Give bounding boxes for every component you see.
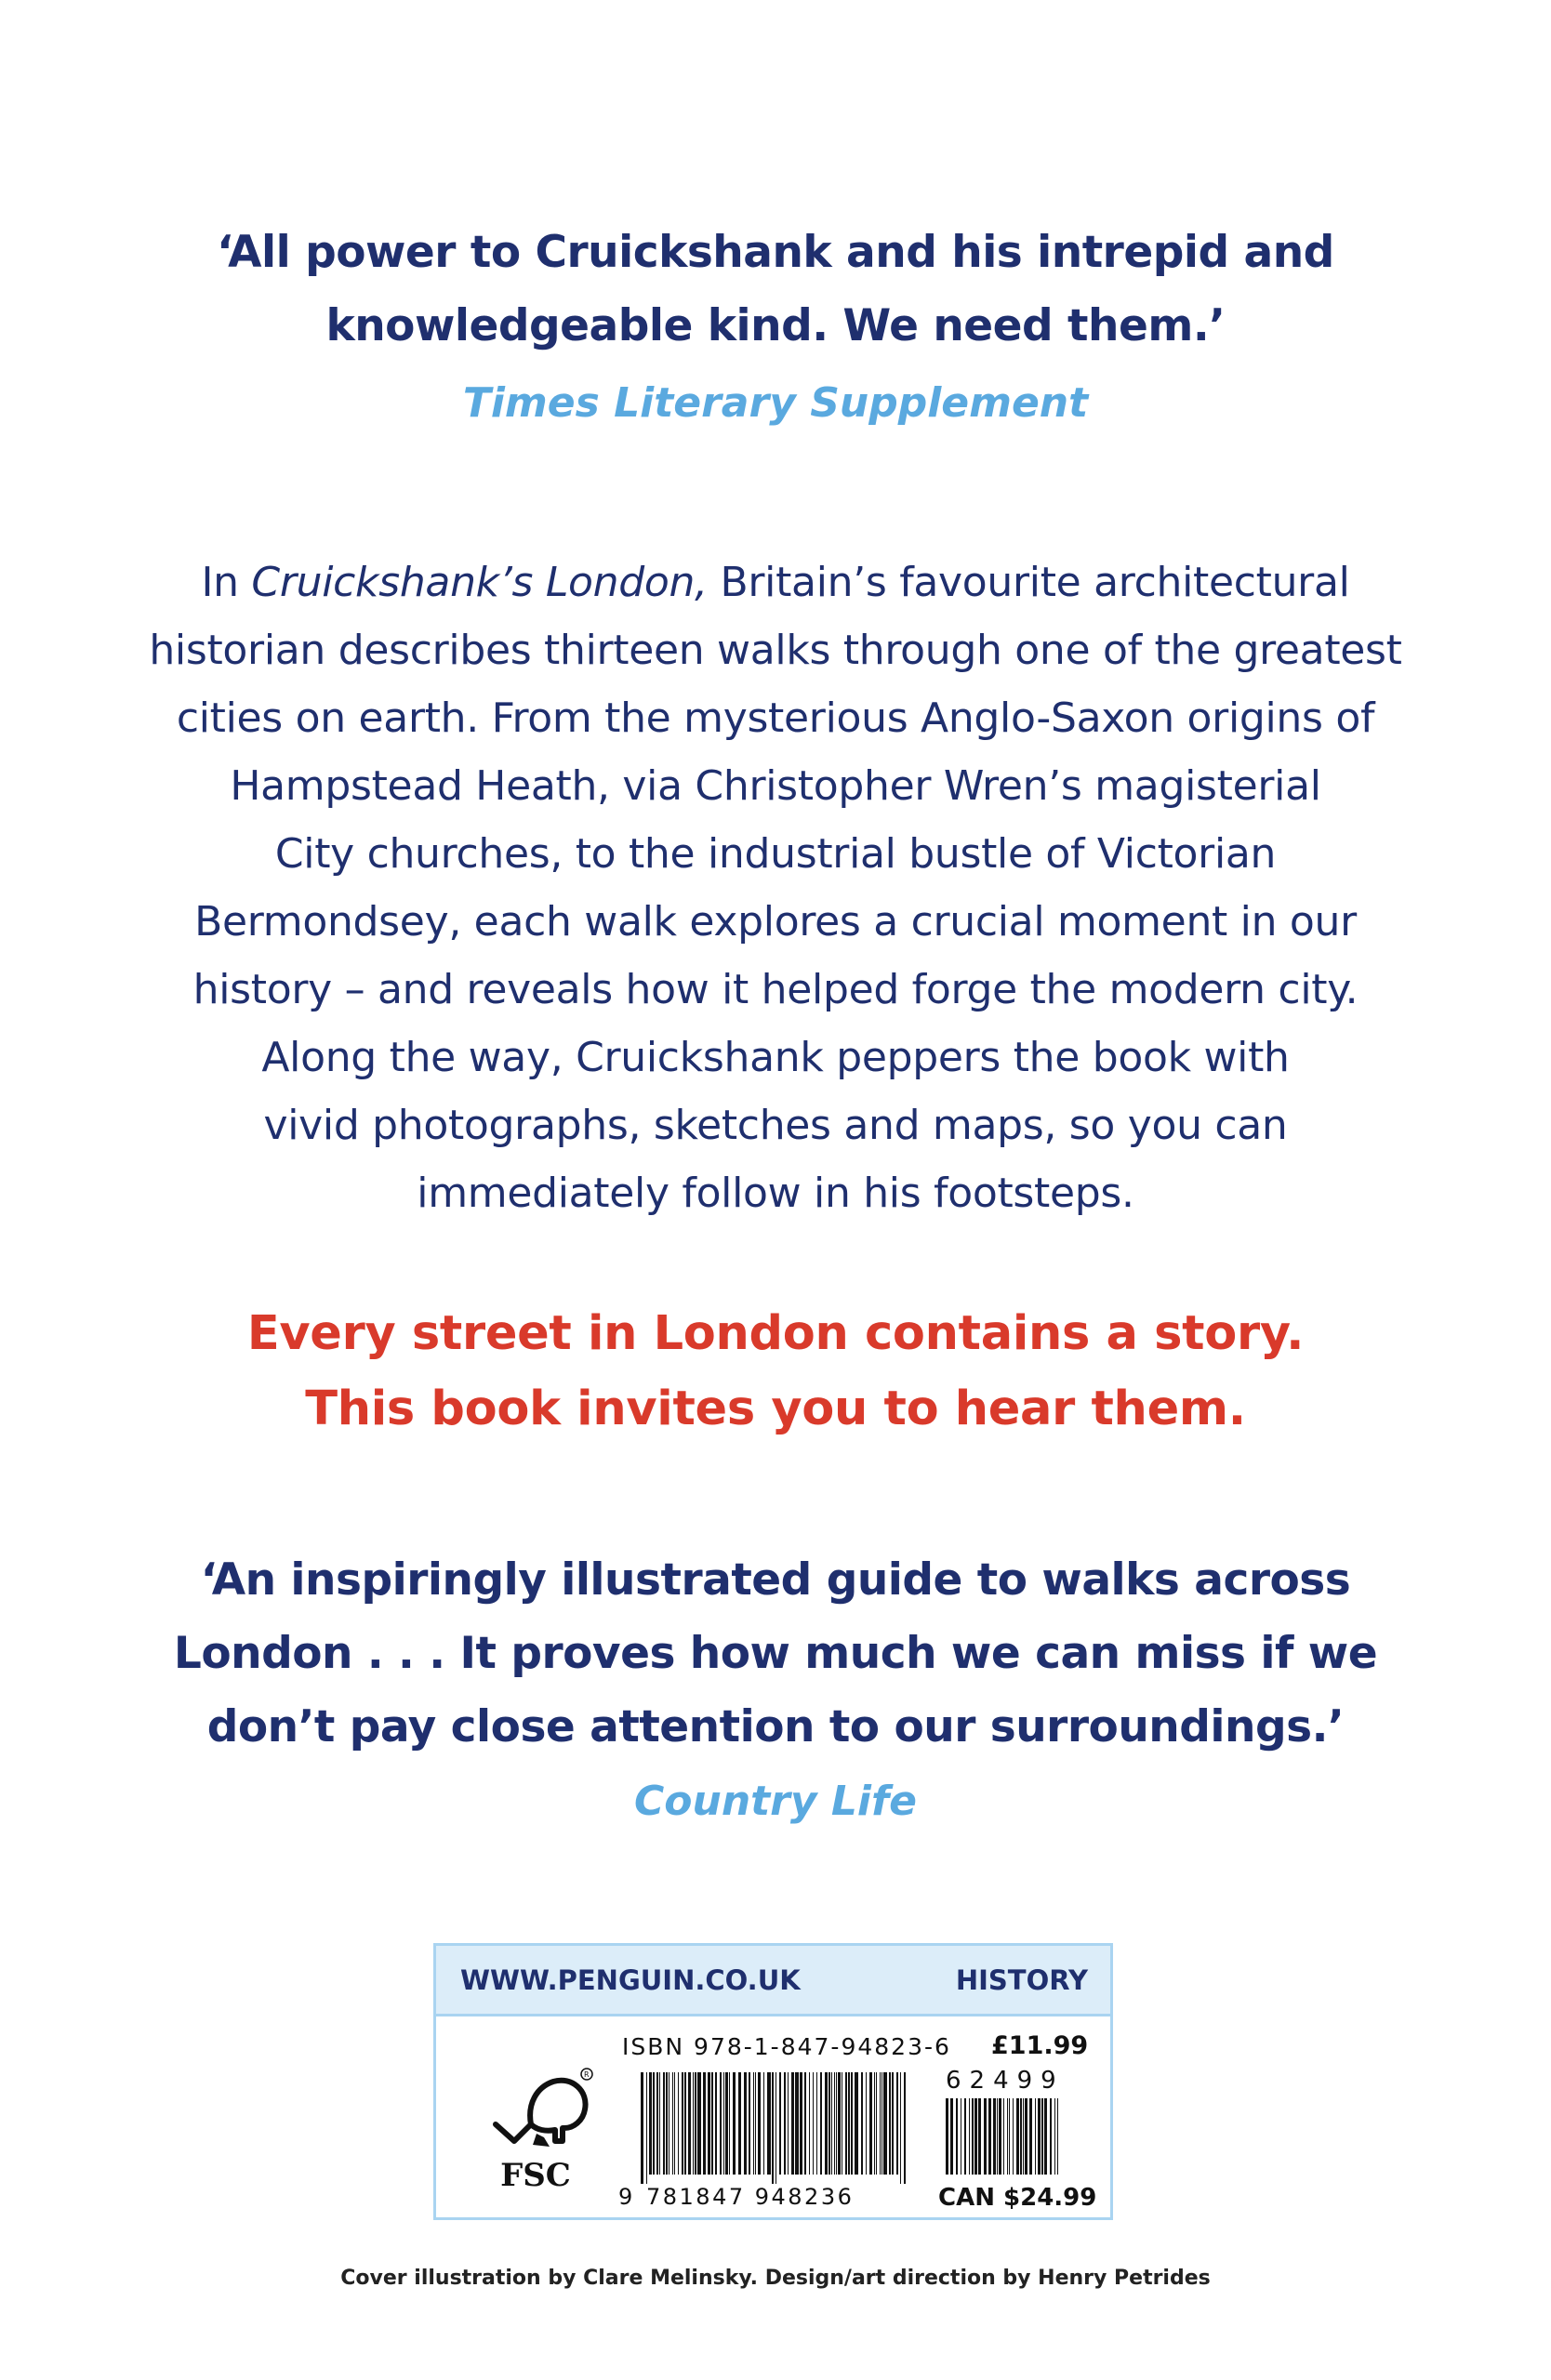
barcode-bar xyxy=(855,2072,858,2175)
barcode-lead-digit: 9 xyxy=(618,2184,633,2210)
quote-bottom-source: Country Life xyxy=(633,1778,917,1825)
barcode-bar xyxy=(678,2072,679,2175)
barcode-bar xyxy=(825,2072,828,2175)
barcode-bar xyxy=(974,2098,977,2175)
barcode-bar xyxy=(988,2098,991,2175)
barcode-bar xyxy=(1038,2098,1041,2175)
barcode-bar xyxy=(838,2072,841,2175)
barcode-bar xyxy=(715,2072,717,2175)
barcode-bar xyxy=(1035,2098,1036,2175)
category-label: HISTORY xyxy=(955,1964,1088,1996)
barcode-bar xyxy=(1023,2098,1024,2175)
barcode-bar xyxy=(641,2072,643,2184)
tagline-line: This book invites you to hear them. xyxy=(305,1382,1246,1436)
book-title: Cruickshank’s London, xyxy=(251,559,708,606)
barcode-bar xyxy=(984,2098,987,2175)
barcode-bar xyxy=(889,2072,891,2175)
barcode-digits: 781847 948236 xyxy=(646,2184,855,2210)
blurb-line: immediately follow in his footsteps. xyxy=(417,1170,1134,1217)
price-addon-code: 62499 xyxy=(946,2067,1065,2095)
barcode-bar xyxy=(861,2072,863,2175)
barcode-bar xyxy=(744,2072,747,2175)
barcode-bar xyxy=(779,2072,781,2175)
barcode-bar xyxy=(1020,2098,1022,2175)
barcode-bar xyxy=(978,2098,981,2175)
barcode-bar xyxy=(755,2072,756,2175)
quote-bottom-line: don’t pay close attention to our surroundings.’ xyxy=(206,1701,1345,1752)
barcode-bar xyxy=(1025,2098,1027,2175)
barcode-bar xyxy=(1041,2098,1043,2175)
barcode-bar xyxy=(1007,2098,1008,2175)
barcode-bar xyxy=(866,2072,867,2175)
barcode-bar xyxy=(725,2072,728,2175)
quote-bottom-line: London . . . It proves how much we can miss if we xyxy=(173,1628,1378,1679)
barcode-bar xyxy=(1003,2098,1004,2175)
barcode-bar xyxy=(649,2072,652,2175)
barcode-bar xyxy=(1044,2098,1047,2175)
barcode-bar xyxy=(880,2072,881,2175)
barcode-bar xyxy=(688,2072,691,2175)
barcode-bar xyxy=(900,2072,901,2184)
barcode-bar xyxy=(993,2098,996,2175)
barcode-bar xyxy=(784,2072,786,2175)
barcode-bar xyxy=(684,2072,686,2175)
quote-top xyxy=(0,216,1551,363)
quote-bottom xyxy=(0,1543,1551,1764)
barcode-bar xyxy=(876,2072,877,2175)
quote-top-source: Times Literary Supplement xyxy=(462,379,1089,427)
blurb-line: vivid photographs, sketches and maps, so you can xyxy=(263,1102,1288,1149)
blurb-line: Bermondsey, each walk explores a crucial moment in our xyxy=(194,898,1357,945)
barcode-bar xyxy=(695,2072,696,2175)
barcode-bar xyxy=(1029,2098,1032,2175)
quote-bottom-line: ‘An inspiringly illustrated guide to walks across xyxy=(200,1554,1351,1606)
barcode-bar xyxy=(1054,2098,1055,2175)
barcode-bar xyxy=(816,2072,817,2175)
barcode-bar xyxy=(653,2072,655,2175)
barcode-bar xyxy=(831,2072,832,2175)
barcode-bar xyxy=(666,2072,668,2175)
blurb-line: In Cruickshank’s London, Britain’s favourite architectural xyxy=(201,559,1350,606)
blurb xyxy=(0,549,1551,1227)
barcode-bar xyxy=(946,2098,948,2175)
barcode-bar xyxy=(711,2072,713,2175)
barcode-bar xyxy=(869,2072,872,2175)
barcode-bar xyxy=(999,2098,1001,2175)
barcode-bar xyxy=(834,2072,835,2175)
barcode-bar xyxy=(800,2072,802,2175)
barcode-bar xyxy=(1013,2098,1014,2175)
barcode-ean xyxy=(639,2072,908,2184)
barcode-bar xyxy=(659,2072,660,2175)
price-gbp: £11.99 xyxy=(991,2031,1089,2060)
barcode-bar xyxy=(708,2072,710,2175)
barcode-bar xyxy=(753,2072,754,2175)
barcode-bar xyxy=(795,2072,799,2175)
barcode-bar xyxy=(845,2072,847,2175)
barcode-bar xyxy=(693,2072,694,2175)
barcode-bar xyxy=(723,2072,724,2175)
tagline-line: Every street in London contains a story. xyxy=(246,1306,1305,1361)
barcode-bar xyxy=(997,2098,998,2175)
blurb-line: Hampstead Heath, via Christopher Wren’s magisterial xyxy=(230,762,1321,810)
barcode-bar xyxy=(829,2072,830,2175)
barcode-bar xyxy=(733,2072,736,2175)
barcode-bar xyxy=(972,2098,974,2175)
barcode-bar xyxy=(1009,2098,1010,2175)
barcode-bar xyxy=(969,2098,970,2175)
barcode-bar xyxy=(788,2072,789,2175)
barcode-bar xyxy=(1057,2098,1058,2175)
blurb-line: history – and reveals how it helped forge the modern city. xyxy=(192,966,1359,1013)
cover-credits: Cover illustration by Clare Melinsky. Design/art direction by Henry Petrides xyxy=(340,2267,1211,2290)
barcode-bar xyxy=(1016,2098,1019,2175)
isbn-number: ISBN 978-1-847-94823-6 xyxy=(622,2033,951,2060)
barcode-bar xyxy=(758,2072,761,2175)
barcode-bar xyxy=(672,2072,673,2175)
barcode-bar xyxy=(950,2098,953,2175)
barcode-bar xyxy=(813,2072,814,2175)
barcode-bar xyxy=(763,2072,764,2175)
quote-top-line: knowledgeable kind. We need them.’ xyxy=(325,300,1226,351)
publisher-website: WWW.PENGUIN.CO.UK xyxy=(460,1964,801,1996)
blurb-line: Along the way, Cruickshank peppers the book with xyxy=(261,1034,1290,1081)
blurb-line: City churches, to the industrial bustle of Victorian xyxy=(274,830,1277,878)
barcode-bar xyxy=(720,2072,722,2175)
barcode-bar xyxy=(892,2072,894,2175)
barcode-bar xyxy=(904,2072,906,2184)
barcode-bar xyxy=(674,2072,675,2175)
barcode-bar xyxy=(851,2072,853,2175)
fsc-tree-icon xyxy=(475,2067,596,2197)
barcode-addon xyxy=(944,2098,1061,2184)
price-can: CAN $24.99 xyxy=(938,2184,1097,2212)
barcode-bar xyxy=(703,2072,706,2175)
barcode-bar xyxy=(697,2072,701,2175)
barcode-bar xyxy=(663,2072,665,2175)
barcode-bar xyxy=(1050,2098,1052,2175)
barcode-bar xyxy=(791,2072,794,2175)
blurb-line: cities on earth. From the mysterious Anglo-Saxon origins of xyxy=(176,694,1375,742)
barcode-bar xyxy=(809,2072,810,2175)
barcode-panel xyxy=(433,1943,1113,2220)
fsc-label: FSC xyxy=(500,2157,571,2194)
barcode-bar xyxy=(836,2072,837,2175)
quote-top-line: ‘All power to Cruickshank and his intrepid and xyxy=(217,227,1334,278)
panel-header xyxy=(436,1946,1110,2016)
barcode-bar xyxy=(896,2072,898,2175)
barcode-bar xyxy=(749,2072,750,2175)
barcode-bar xyxy=(738,2072,741,2175)
blurb-line: historian describes thirteen walks through one of the greatest xyxy=(149,627,1402,674)
barcode-bar xyxy=(964,2098,966,2175)
barcode-bar xyxy=(956,2098,958,2175)
tagline xyxy=(0,1296,1551,1447)
barcode-bar xyxy=(874,2072,875,2175)
barcode-bar xyxy=(772,2072,774,2184)
barcode-bar xyxy=(656,2072,658,2175)
barcode-bar xyxy=(883,2072,887,2175)
barcode-bar xyxy=(820,2072,822,2175)
barcode-bar xyxy=(729,2072,730,2175)
barcode-bar xyxy=(767,2072,771,2175)
barcode-bar xyxy=(804,2072,806,2175)
barcode-bar xyxy=(646,2072,647,2184)
barcode-bar xyxy=(848,2072,850,2175)
svg-text:R: R xyxy=(584,2070,590,2079)
barcode-bar xyxy=(682,2072,683,2175)
